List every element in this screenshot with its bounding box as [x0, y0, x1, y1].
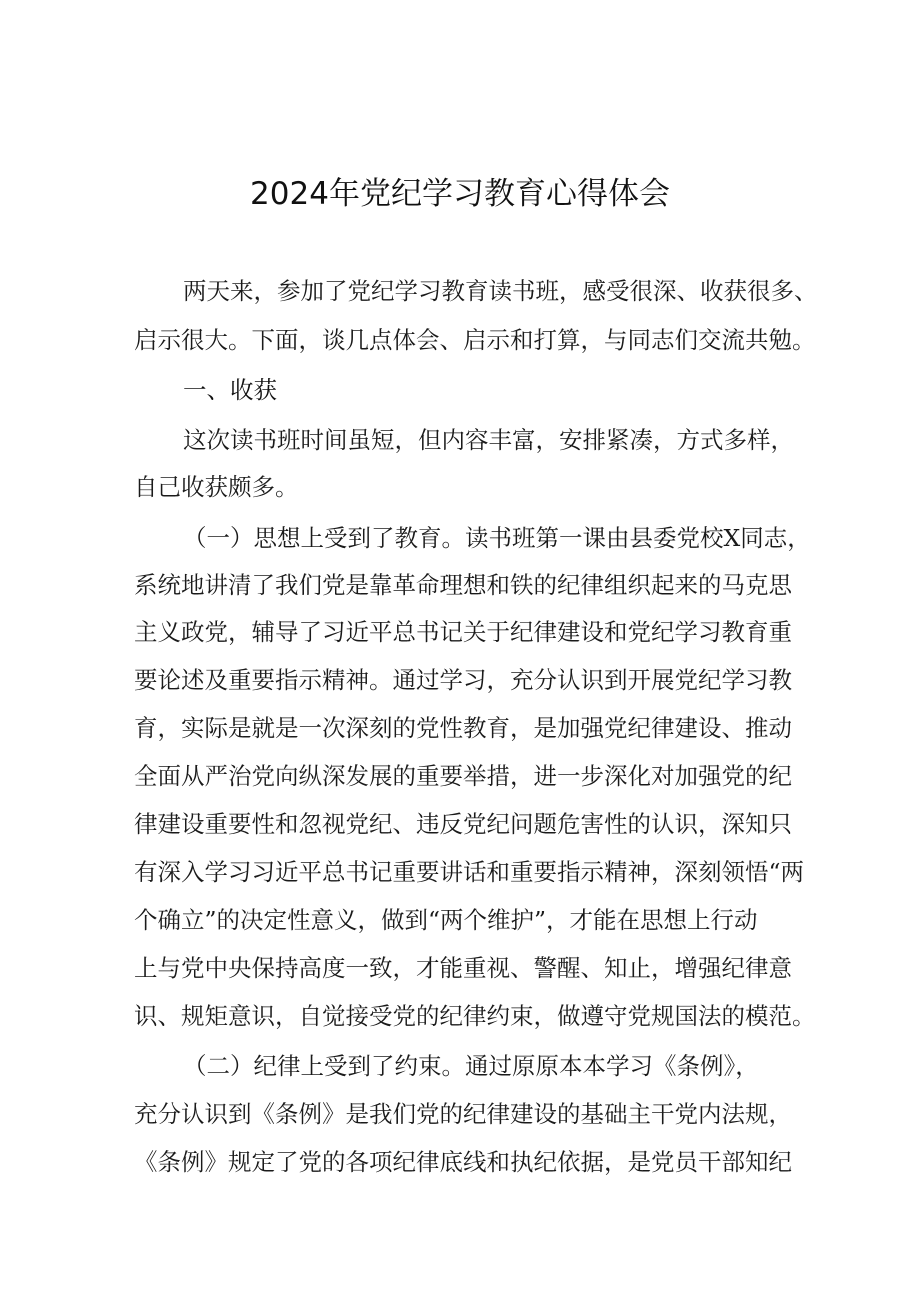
section-heading: 一、收获	[183, 376, 277, 404]
paragraph-line: 启示很大。下面，谈几点体会、启示和打算，与同志们交流共勉。	[134, 326, 816, 354]
paragraph-line: 上与党中央保持高度一致，才能重视、警醒、知止，增强纪律意	[134, 954, 792, 982]
paragraph-line: 充分认识到《条例》是我们党的纪律建设的基础主干党内法规，	[134, 1100, 792, 1128]
paragraph-line: 要论述及重要指示精神。通过学习，充分认识到开展党纪学习教	[134, 666, 792, 694]
paragraph-line: （二）纪律上受到了约束。通过原原本本学习《条例》，	[183, 1052, 759, 1080]
paragraph-line: 这次读书班时间虽短，但内容丰富，安排紧凑，方式多样，	[183, 426, 794, 454]
paragraph-line: 两天来，参加了党纪学习教育读书班，感受很深、收获很多、	[183, 277, 818, 305]
paragraph-line: 系统地讲清了我们党是靠革命理想和铁的纪律组织起来的马克思	[134, 571, 792, 599]
paragraph-line: 个确立”的决定性意义，做到“两个维护”，才能在思想上行动	[134, 906, 758, 934]
paragraph-line: 律建设重要性和忽视党纪、违反党纪问题危害性的认识，深知只	[134, 810, 792, 838]
paragraph-line: 育，实际是就是一次深刻的党性教育，是加强党纪律建设、推动	[134, 714, 792, 742]
document-title: 2024年党纪学习教育心得体会	[250, 176, 670, 212]
paragraph-line: 全面从严治党向纵深发展的重要举措，进一步深化对加强党的纪	[134, 762, 792, 790]
paragraph-line: （一）思想上受到了教育。读书班第一课由县委党校X同志，	[183, 524, 811, 552]
paragraph-line: 《条例》规定了党的各项纪律底线和执纪依据，是党员干部知纪	[134, 1148, 792, 1176]
paragraph-line: 自己收获颇多。	[134, 473, 299, 501]
paragraph-line: 有深入学习习近平总书记重要讲话和重要指示精神，深刻领悟“两	[134, 858, 805, 886]
paragraph-line: 识、规矩意识，自觉接受党的纪律约束，做遵守党规国法的模范。	[134, 1002, 816, 1030]
paragraph-line: 主义政党，辅导了习近平总书记关于纪律建设和党纪学习教育重	[134, 618, 792, 646]
